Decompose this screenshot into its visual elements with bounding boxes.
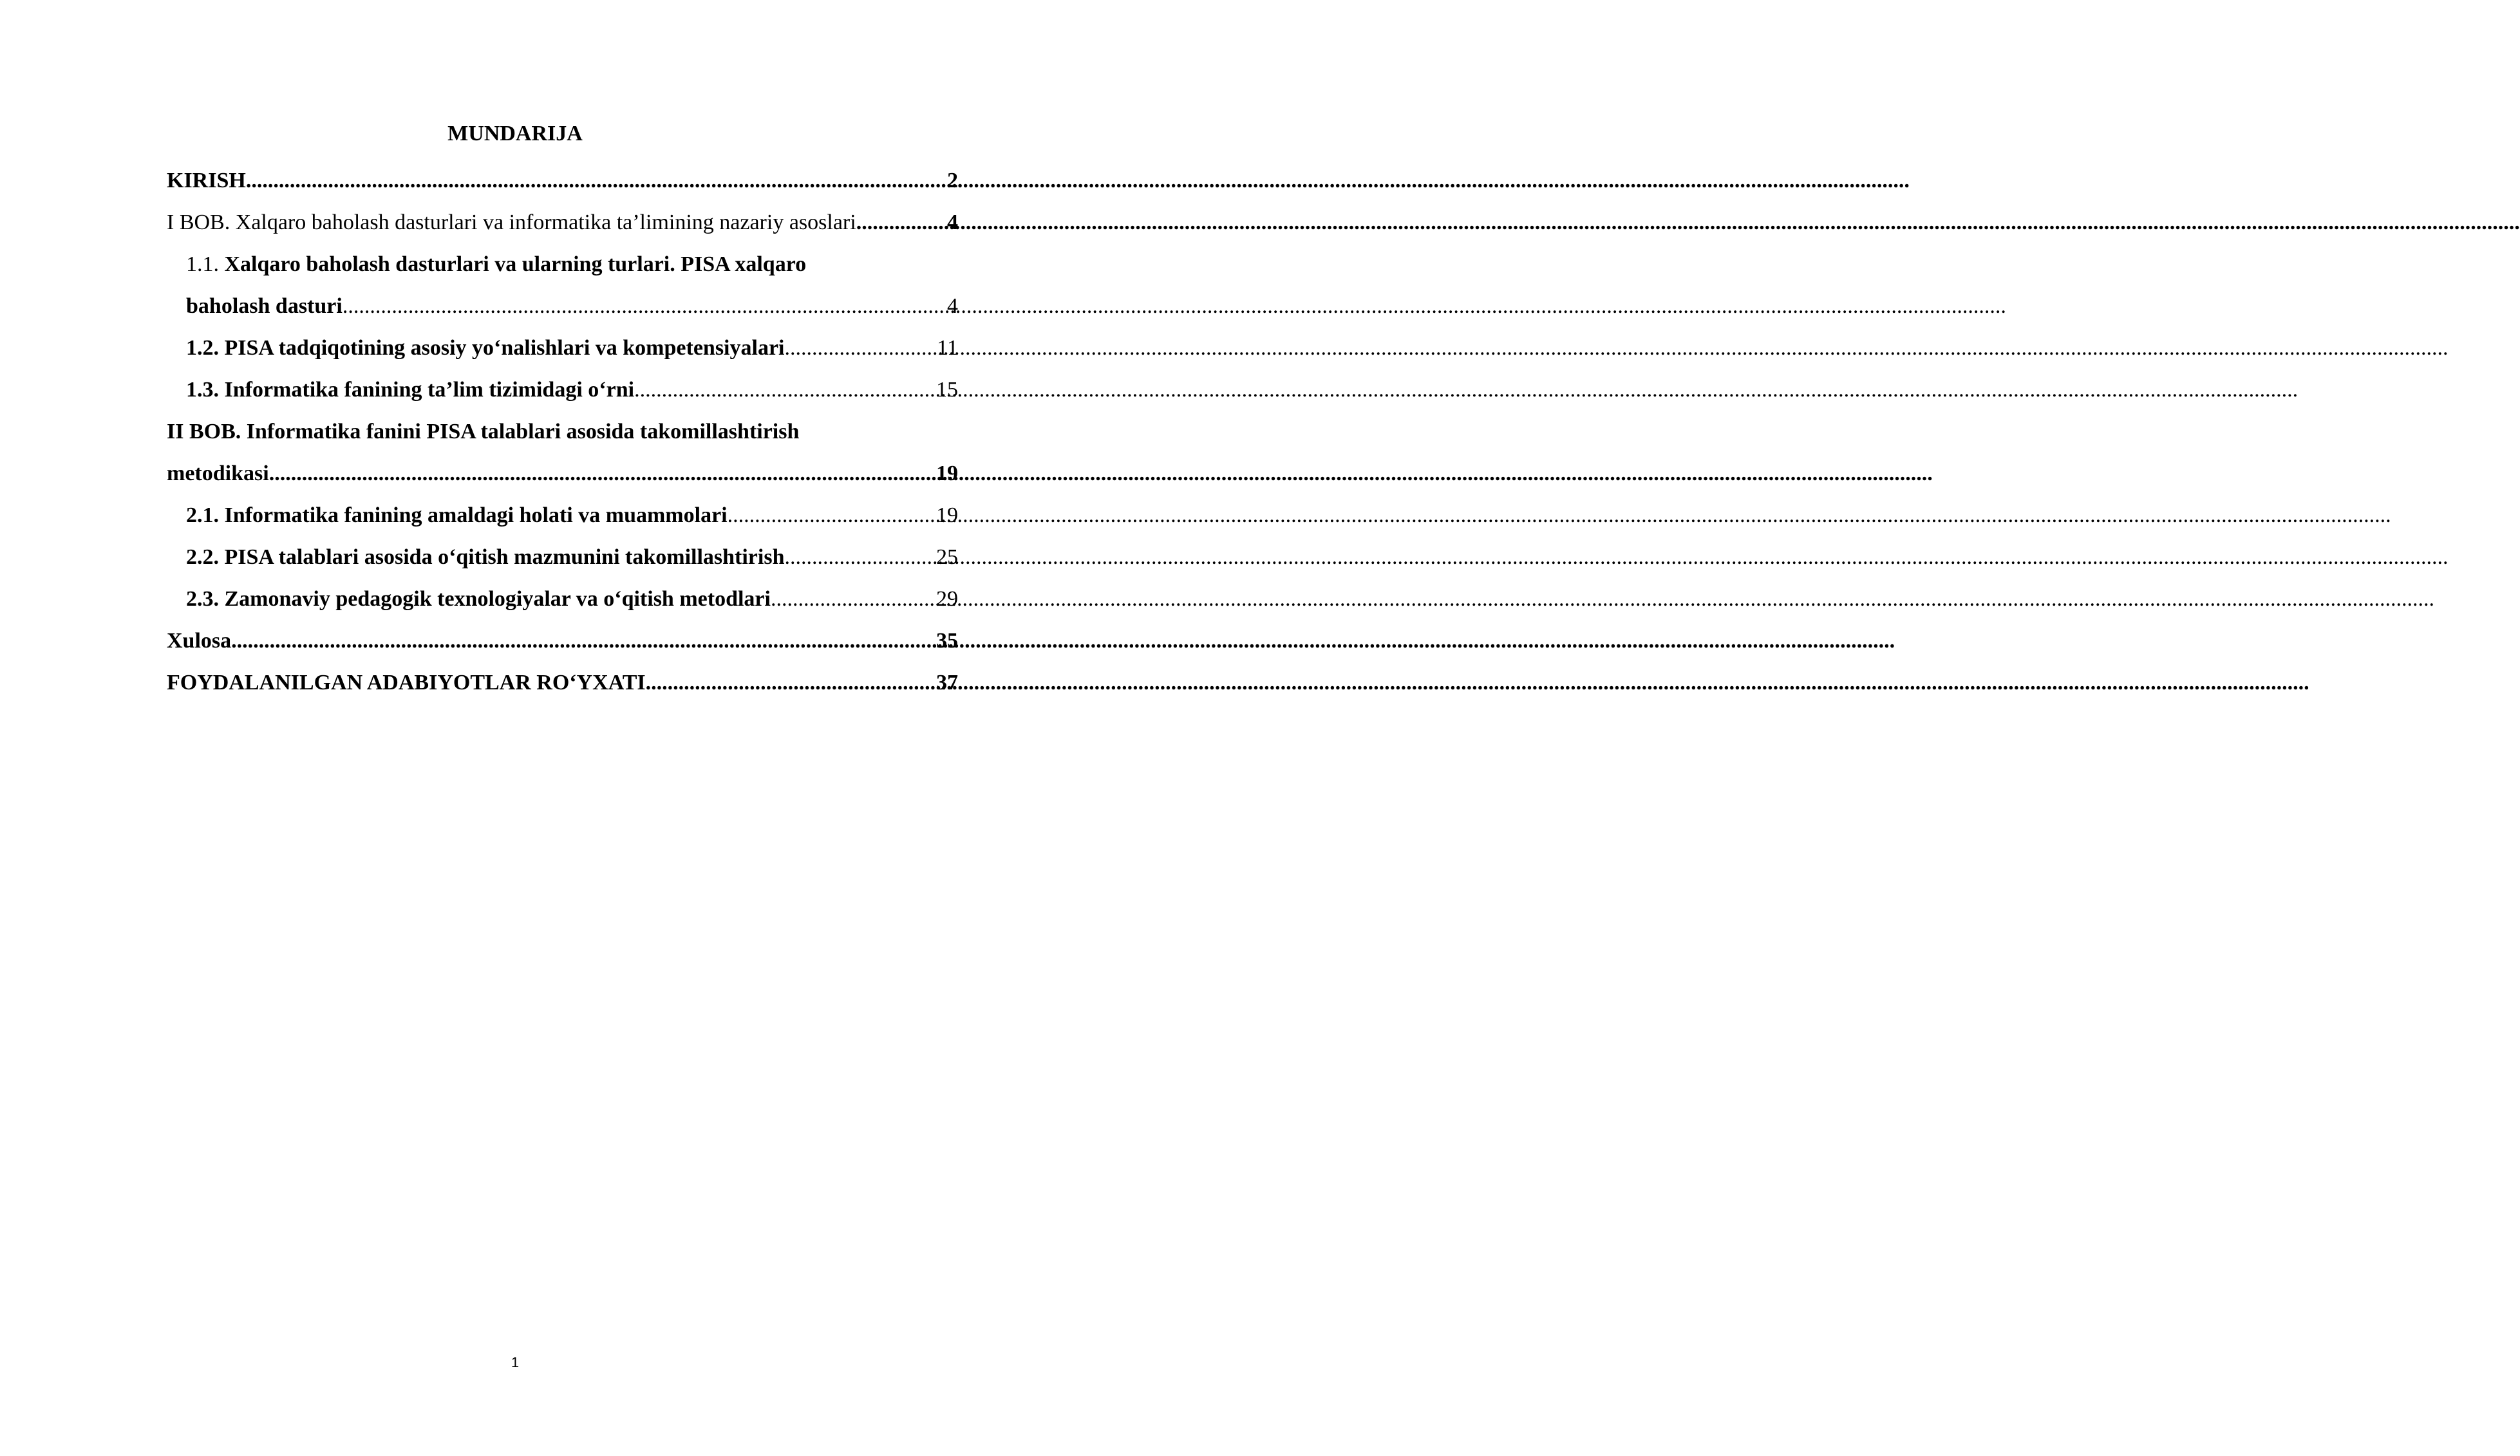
toc-label: 2.3. Zamonaviy pedagogik texnologiyalar va o‘qitish metodlari xyxy=(186,587,771,611)
toc-entry-chapter-1[interactable] xyxy=(167,201,958,243)
toc-label: FOYDALANILGAN ADABIYOTLAR RO‘YXATI xyxy=(167,671,646,695)
toc-page-number: 4 xyxy=(947,210,958,234)
toc-page-number: 37 xyxy=(936,671,958,695)
toc-label: 1.3. Informatika fanining ta’lim tizimidagi o‘rni xyxy=(186,378,635,402)
toc-entry-xulosa[interactable] xyxy=(167,620,958,662)
toc-label: 1.2. PISA tadqiqotining asosiy yo‘nalishlari va kompetensiyalari xyxy=(186,336,785,360)
toc-page-number: 19 xyxy=(936,503,958,527)
toc-entry-kirish[interactable] xyxy=(167,160,958,201)
toc-entry-section-2-3[interactable] xyxy=(167,578,958,620)
toc-entry-section-2-2[interactable] xyxy=(167,536,958,578)
dot-leader xyxy=(269,453,935,494)
toc-page-number: 2 xyxy=(947,169,958,192)
dot-leader xyxy=(856,201,946,243)
toc-entry-section-1-3[interactable] xyxy=(167,369,958,411)
table-of-contents xyxy=(167,160,958,704)
dot-leader xyxy=(785,536,936,578)
toc-entry-section-1-2[interactable] xyxy=(167,327,958,369)
dot-leader xyxy=(785,327,936,369)
toc-label: KIRISH xyxy=(167,169,246,192)
toc-entry-section-2-1[interactable] xyxy=(167,494,958,536)
toc-entry-references[interactable] xyxy=(167,662,958,704)
toc-section-number: 1.1. xyxy=(186,252,219,276)
page-title: MUNDARIJA xyxy=(447,122,583,145)
toc-label: Xulosa xyxy=(167,629,232,653)
toc-label-continued: baholash dasturi xyxy=(186,294,343,318)
toc-page-number: 29 xyxy=(936,587,958,611)
toc-label: I BOB. Xalqaro baholash dasturlari va informatika ta’limining nazariy asoslari xyxy=(167,210,856,234)
toc-page-number: 15 xyxy=(936,378,958,402)
toc-entry-chapter-2[interactable] xyxy=(167,411,958,494)
dot-leader xyxy=(231,620,935,662)
dot-leader xyxy=(771,578,935,620)
dot-leader xyxy=(343,285,946,327)
toc-label-continued: metodikasi xyxy=(167,462,269,485)
toc-page-number: 19 xyxy=(936,462,958,485)
toc-label: 2.2. PISA talablari asosida o‘qitish mazmunini takomillashtirish xyxy=(186,545,785,569)
toc-page-number: 35 xyxy=(936,629,958,653)
toc-label: 2.1. Informatika fanining amaldagi holati va muammolari xyxy=(186,503,728,527)
toc-page-number: 25 xyxy=(936,545,958,569)
toc-page-number: 11 xyxy=(937,336,958,360)
document-page xyxy=(0,0,1030,1456)
toc-label: Xalqaro baholash dasturlari va ularning turlari. PISA xalqaro xyxy=(224,252,807,276)
toc-label: II BOB. Informatika fanini PISA talablari asosida takomillashtirish xyxy=(167,420,800,443)
dot-leader xyxy=(728,494,935,536)
dot-leader xyxy=(246,160,946,201)
dot-leader xyxy=(646,662,935,704)
toc-page-number: 4 xyxy=(947,294,958,318)
dot-leader xyxy=(634,369,935,411)
page-number: 1 xyxy=(511,1354,520,1370)
toc-entry-section-1-1[interactable] xyxy=(167,243,958,327)
